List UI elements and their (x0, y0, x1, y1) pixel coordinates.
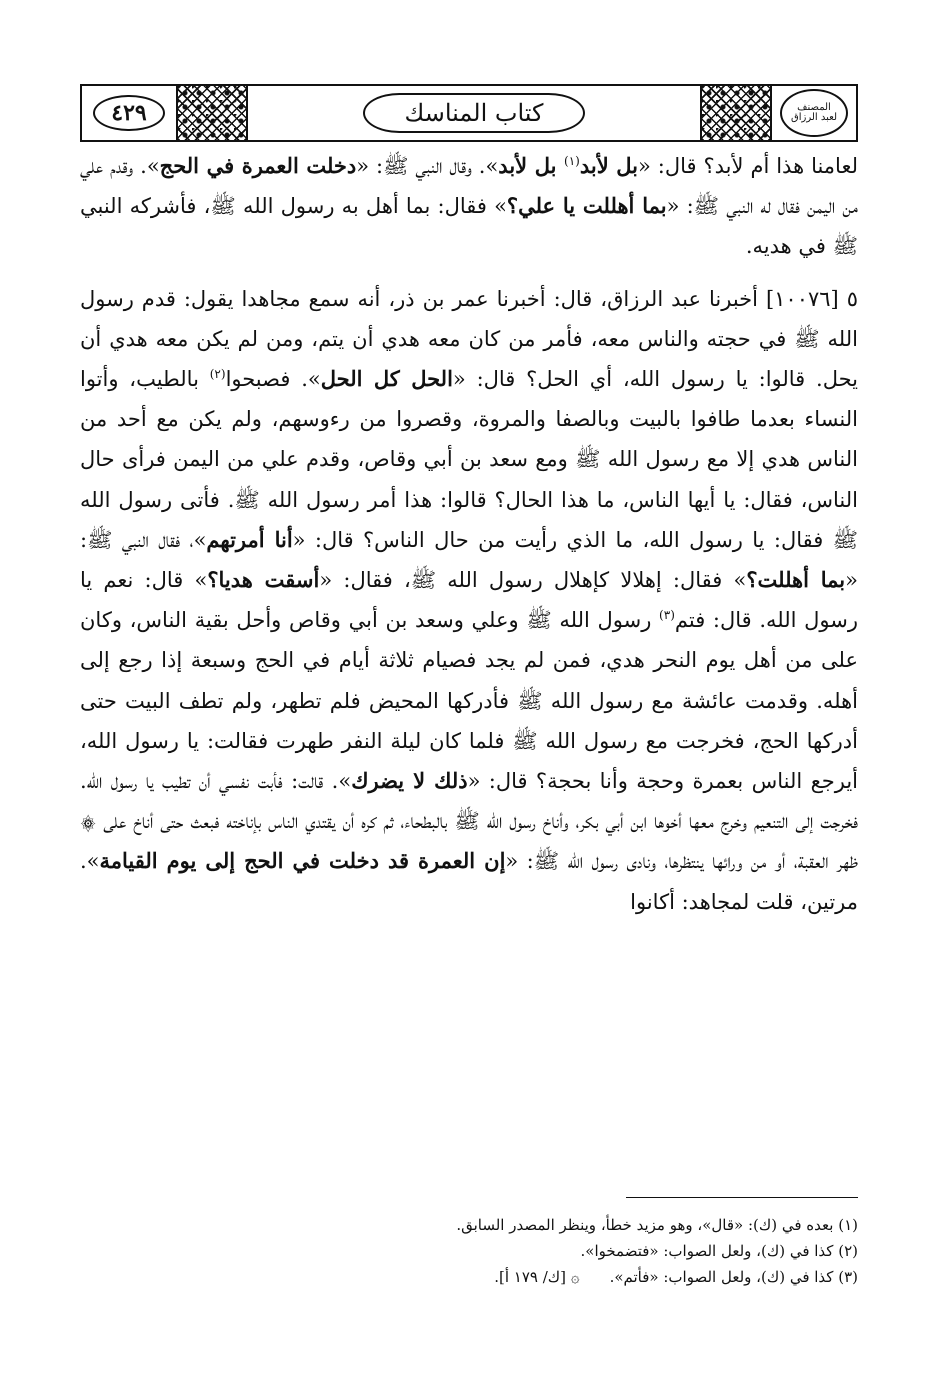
seal-line-1: المصنف (797, 101, 831, 113)
prophetic-quote: بل لأبد (498, 153, 565, 178)
title-cell (248, 86, 700, 140)
prophetic-quote: بما أهللت؟ (746, 567, 846, 593)
page-header (80, 84, 858, 142)
book-title: كتاب المناسك (363, 93, 586, 133)
footnote-marker: (١) (564, 154, 580, 168)
seal-emblem (780, 89, 848, 137)
footnote (80, 1212, 858, 1238)
footnote-marker: (٣) (659, 608, 675, 623)
seal-line-2: لعبد الرزاق (790, 112, 838, 123)
footnote-text: (١) بعده في (ك): «قال»، وهو مزيد خطأ، وينظر المصدر السابق. (456, 1216, 858, 1234)
page-number-cell (82, 86, 178, 140)
text-segment: » فقال: بما أهل به رسول الله ﷺ، فأشركه النبي ﷺ في هديه. (80, 194, 858, 259)
text-segment: رسول الله ﷺ وعلي وسعد بن أبي وقاص وأحل بقية الناس، وكان على من أهل يوم النحر هدي، فمن لم يجد فصيام ثلاثة أيام في الحج وسبعة إذا رجع إلى أهله. وقدمت عائشة مع رسول الله ﷺ فأدركها المحيض فلم تطهر، ولم تطف البيت حتى أدركها الحج، فخرجت مع رسول الله ﷺ فلما كان ليلة النفر طهرت فقالت: يا رسول الله، أيرجع الناس بعمرة وحجة وأنا بحجة؟ قال: « (80, 608, 858, 794)
prophetic-quote: الحل كل الحل (320, 366, 453, 392)
prophetic-quote: بما أهللت يا علي؟ (506, 193, 667, 219)
text-segment: » فقال: إهلالا كإهلال رسول الله ﷺ، فقال: « (319, 568, 747, 593)
text-segment: ». وقدم علي من اليمن فقال له النبي ﷺ: « (80, 154, 858, 219)
prophetic-quote: إن العمرة قد دخلت في الحج إلى يوم القيامة (99, 848, 506, 874)
footnote-marker: (٢) (209, 367, 226, 382)
book-seal (770, 86, 856, 140)
text-segment: بالطيب، وأتوا النساء بعدما طافوا بالبيت وبالصفا والمروة، وقصروا من رءوسهم، ولم يكن مع أحد من الناس هدي إلا مع رسول الله ﷺ ومع سعد بن أبي وقاص، وقدم علي من اليمن فرأى حال الناس، فقال: يا أيها الناس، ما هذا الحال؟ قالوا: هذا أمر رسول الله ﷺ. فأتى رسول الله ﷺ فقال: يا رسول الله، ما الذي رأيت من حال الناس؟ قال: « (80, 367, 858, 552)
footnote (80, 1264, 858, 1290)
main-text (80, 146, 858, 922)
paragraph (80, 279, 858, 922)
footnote (80, 1238, 858, 1264)
text-segment: » قال: نعم يا رسول الله. قال: فتم (80, 568, 858, 633)
prophetic-quote: دخلت العمرة في الحج (159, 153, 357, 178)
text-segment: ». مرتين، قلت لمجاهد: أكانوا (80, 849, 858, 914)
text-segment: »، فقال النبي ﷺ: « (80, 527, 858, 593)
text-segment: ». قالت: فأبت نفسي أن تطيب يا رسول الله. فخرجت إلى التنعيم وخرج معها أخوها ابن أبي بكر، وأناخ رسول الله ﷺ بالبطحاء، ثم كره أن يقتدي الناس بإناخته فبعث حتى أناخ على ۞ ظهر العقبة، أو من ورائها ينتظرها، ونادى رسول الله ﷺ: « (80, 769, 858, 874)
text-segment: ٥ [١٠٠٧٦] أخبرنا عبد الرزاق، قال: أخبرنا عمر بن ذر، أنه سمع مجاهدا يقول: قدم رسول الله ﷺ في حجته والناس معه، فأمر من كان معه هدي أن يتم، ومن لم يكن معه هدي أن يحل. قالوا: يا رسول الله، أي الحل؟ قال: « (80, 286, 859, 392)
prophetic-quote: أنا أمرتهم (206, 526, 293, 552)
prophetic-quote: ذلك لا يضرك (351, 768, 468, 794)
text-segment: لعامنا هذا أم لأبد؟ قال: « (638, 154, 858, 178)
footnote-divider (626, 1197, 858, 1198)
ornament-left-icon (178, 86, 248, 140)
footnotes (80, 1212, 858, 1290)
prophetic-quote: أسقت هديا؟ (207, 567, 320, 593)
prophetic-quote: بل لأبد (579, 153, 639, 178)
paragraph (80, 146, 858, 267)
text-segment: ». فصبحوا (225, 367, 321, 392)
footnote-text: (٣) كذا في (ك)، ولعل الصواب: «فأتم». (609, 1268, 858, 1286)
page-number: ٤٢٩ (93, 95, 164, 131)
ornament-right-icon (700, 86, 770, 140)
manuscript-ref: ۞ [ك/ ١٧٩ أ]. (494, 1268, 580, 1286)
footnote-text: (٢) كذا في (ك)، ولعل الصواب: «فتضمخوا». (580, 1242, 858, 1260)
text-segment: ». وقال النبي ﷺ: « (356, 154, 499, 178)
